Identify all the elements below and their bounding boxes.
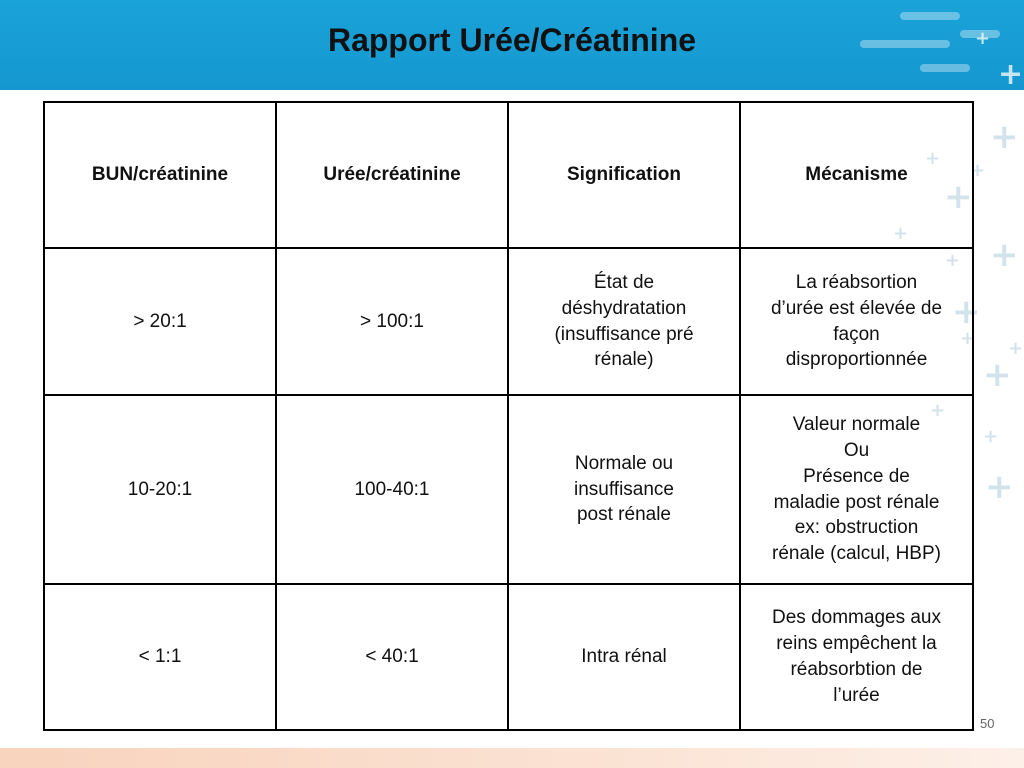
table-row (44, 248, 973, 395)
cell-uree: 100-40:1 (276, 395, 508, 584)
slide-title: Rapport Urée/Créatinine (327, 22, 697, 58)
page-number: 50 (980, 716, 995, 731)
bottom-band (0, 748, 1024, 768)
ratio-table (43, 101, 974, 731)
plus-icon: + (975, 28, 991, 49)
cell-bun: > 20:1 (44, 248, 276, 395)
plus-icon: + (985, 467, 1014, 507)
cell-mecanisme: Des dommages aux reins empêchent la réabsorbtion de l’urée (740, 584, 973, 730)
cell-signification: Intra rénal (508, 584, 740, 730)
header-signification: Signification (508, 102, 740, 248)
plus-icon: + (998, 57, 1024, 92)
plus-icon: + (945, 250, 961, 271)
cell-bun: < 1:1 (44, 584, 276, 730)
table-row (44, 584, 973, 730)
plus-icon: + (944, 177, 973, 217)
cell-mecanisme: Valeur normale Ou Présence de maladie post rénale ex: obstruction rénale (calcul, HBP) (740, 395, 973, 584)
plus-icon: + (960, 328, 976, 349)
cell-bun: 10-20:1 (44, 395, 276, 584)
cell-uree: > 100:1 (276, 248, 508, 395)
plus-icon: + (990, 117, 1019, 157)
header-uree-creatinine: Urée/créatinine (276, 102, 508, 248)
header-streak (920, 64, 970, 72)
plus-icon: + (930, 400, 946, 421)
cell-signification: État de déshydratation (insuffisance pré rénale) (508, 248, 740, 395)
plus-icon: + (990, 235, 1019, 275)
header-mecanisme: Mécanisme (740, 102, 973, 248)
plus-icon: + (983, 355, 1012, 395)
header-streak (900, 12, 960, 20)
table-header-row (44, 102, 973, 248)
plus-icon: + (893, 223, 909, 244)
table-row (44, 395, 973, 584)
plus-icon: + (1008, 338, 1024, 359)
plus-icon: + (983, 426, 999, 447)
plus-icon: + (925, 148, 941, 169)
plus-icon: + (952, 292, 981, 332)
cell-mecanisme: La réabsortion d’urée est élevée de façon disproportionnée (740, 248, 973, 395)
cell-uree: < 40:1 (276, 584, 508, 730)
header-bun-creatinine: BUN/créatinine (44, 102, 276, 248)
cell-signification: Normale ou insuffisance post rénale (508, 395, 740, 584)
plus-icon: + (970, 160, 986, 181)
